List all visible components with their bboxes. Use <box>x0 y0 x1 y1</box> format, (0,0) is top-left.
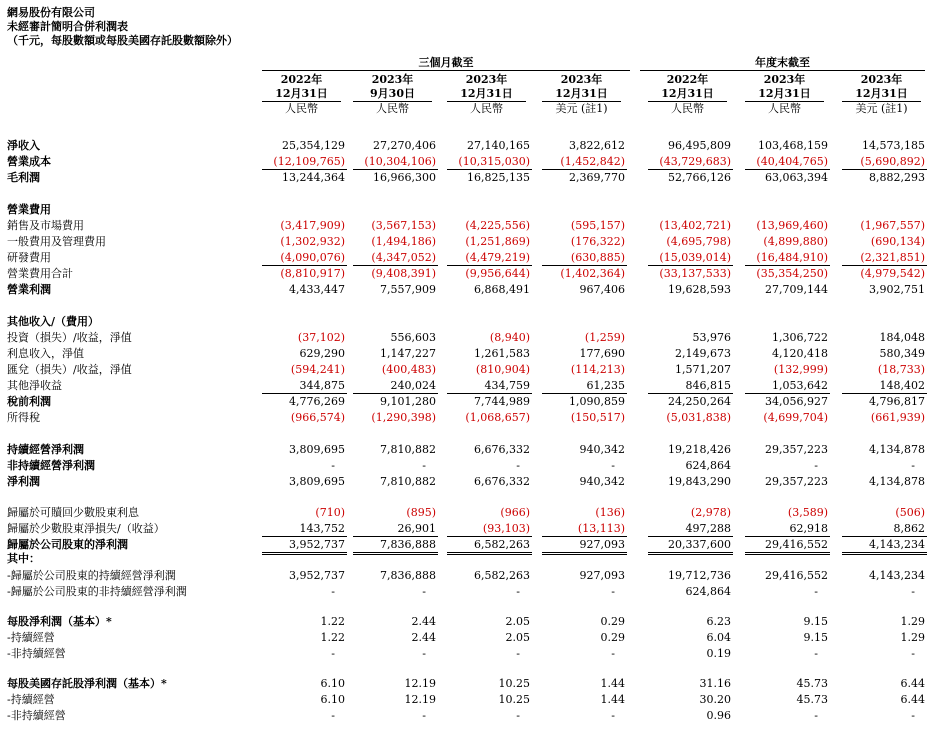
table-cell: 4,796,817 <box>869 395 925 408</box>
table-cell: (93,103) <box>482 522 530 535</box>
table-cell: (1,290,398) <box>371 411 436 424</box>
table-cell: 1.22 <box>320 631 345 644</box>
column-year: 2023年 <box>465 73 508 86</box>
table-cell: 3,902,751 <box>869 283 925 296</box>
table-cell: 10.25 <box>498 677 530 690</box>
table-cell: 29,357,223 <box>765 475 828 488</box>
table-cell: (4,479,219) <box>465 251 530 264</box>
table-row <box>0 346 952 361</box>
table-cell: 556,603 <box>390 331 436 344</box>
table-cell: (8,940) <box>489 331 530 344</box>
table-cell: 52,766,126 <box>668 171 731 184</box>
table-cell: (1,259) <box>584 331 625 344</box>
table-cell: (5,690,892) <box>860 155 925 168</box>
table-row <box>0 410 952 425</box>
table-cell: 1.44 <box>600 693 625 706</box>
table-cell: (4,899,880) <box>763 235 828 248</box>
column-currency: 人民幣 <box>285 102 318 115</box>
table-cell: (5,031,838) <box>666 411 731 424</box>
table-row <box>0 202 952 217</box>
table-cell: (176,322) <box>570 235 625 248</box>
row-label: 匯兌（損失）/收益，淨值 <box>7 363 132 376</box>
row-label: 歸屬於可贖回少數股東利息 <box>7 506 139 519</box>
table-cell: 927,093 <box>579 538 625 551</box>
table-row <box>0 330 952 345</box>
column-currency: 人民幣 <box>376 102 409 115</box>
table-cell: (400,483) <box>381 363 436 376</box>
table-cell: 177,690 <box>579 347 625 360</box>
table-row <box>0 568 952 583</box>
table-row <box>0 170 952 185</box>
table-cell: 0.29 <box>600 615 625 628</box>
column-header <box>737 73 832 116</box>
table-cell: (3,567,153) <box>371 219 436 232</box>
table-cell: 6,582,263 <box>474 569 530 582</box>
table-cell: - <box>911 709 915 722</box>
row-label: 利息收入，淨值 <box>7 347 84 360</box>
table-cell: (4,979,542) <box>860 267 925 280</box>
table-cell: 34,056,927 <box>765 395 828 408</box>
table-cell: (114,213) <box>570 363 625 376</box>
column-date: 12月31日 <box>447 87 526 102</box>
table-cell: - <box>422 709 426 722</box>
table-cell: (10,315,030) <box>458 155 530 168</box>
table-cell: 1.29 <box>900 631 925 644</box>
column-header <box>834 73 929 116</box>
table-cell: (3,417,909) <box>280 219 345 232</box>
table-cell: 580,349 <box>879 347 925 360</box>
table-cell: (595,157) <box>570 219 625 232</box>
table-cell: 7,836,888 <box>380 538 436 551</box>
row-label: 每股美國存託股淨利潤（基本）* <box>7 677 167 690</box>
table-cell: 6,676,332 <box>474 475 530 488</box>
row-label: 歸屬於公司股東的淨利潤 <box>7 538 128 551</box>
table-cell: 2.44 <box>411 615 436 628</box>
column-date: 12月31日 <box>745 87 824 102</box>
table-cell: - <box>516 709 520 722</box>
table-cell: 63,063,394 <box>765 171 828 184</box>
table-cell: (18,733) <box>877 363 925 376</box>
row-label: 其他收入/（費用） <box>7 315 100 328</box>
table-cell: (1,452,842) <box>560 155 625 168</box>
table-cell: (1,402,364) <box>560 267 625 280</box>
table-cell: (895) <box>406 506 436 519</box>
column-year: 2023年 <box>860 73 903 86</box>
table-cell: 1.29 <box>900 615 925 628</box>
table-row <box>0 314 952 329</box>
table-cell: - <box>814 709 818 722</box>
row-label: -非持續經營 <box>7 647 66 660</box>
row-label: 銷售及市場費用 <box>7 219 84 232</box>
table-row <box>0 614 952 629</box>
row-label: 淨利潤 <box>7 475 40 488</box>
table-cell: - <box>911 585 915 598</box>
column-currency: 人民幣 <box>470 102 503 115</box>
table-cell: 2,149,673 <box>675 347 731 360</box>
table-cell: 6,582,263 <box>474 538 530 551</box>
table-cell: 19,218,426 <box>668 443 731 456</box>
table-cell: 16,966,300 <box>373 171 436 184</box>
row-label: -持續經營 <box>7 631 55 644</box>
table-cell: 3,952,737 <box>289 538 345 551</box>
table-cell: (4,695,798) <box>666 235 731 248</box>
table-cell: 3,952,737 <box>289 569 345 582</box>
table-cell: 1.22 <box>320 615 345 628</box>
row-label: -歸屬於公司股東的非持續經營淨利潤 <box>7 585 187 598</box>
table-cell: 6.10 <box>320 693 345 706</box>
table-cell: 3,809,695 <box>289 475 345 488</box>
table-row <box>0 234 952 249</box>
column-date: 9月30日 <box>353 87 432 102</box>
row-label: -歸屬於公司股東的持續經營淨利潤 <box>7 569 176 582</box>
row-label: 稅前利潤 <box>7 395 51 408</box>
table-cell: (13,402,721) <box>659 219 731 232</box>
table-cell: (2,321,851) <box>860 251 925 264</box>
table-cell: 940,342 <box>579 475 625 488</box>
column-year: 2023年 <box>371 73 414 86</box>
group-three-months: 三個月截至 <box>262 56 630 71</box>
table-cell: 8,862 <box>893 522 925 535</box>
table-cell: 184,048 <box>879 331 925 344</box>
table-cell: (9,408,391) <box>371 267 436 280</box>
table-row <box>0 537 952 552</box>
table-cell: (13,969,460) <box>756 219 828 232</box>
table-cell: 143,752 <box>299 522 345 535</box>
table-cell: 29,416,552 <box>765 569 828 582</box>
table-cell: 967,406 <box>579 283 625 296</box>
table-cell: (35,354,250) <box>756 267 828 280</box>
table-cell: 19,712,736 <box>668 569 731 582</box>
row-label: -持續經營 <box>7 693 55 706</box>
table-cell: (4,347,052) <box>371 251 436 264</box>
table-row <box>0 458 952 473</box>
table-row <box>0 138 952 153</box>
table-row <box>0 692 952 707</box>
table-cell: 7,810,882 <box>380 443 436 456</box>
row-label: 所得稅 <box>7 411 40 424</box>
column-year: 2023年 <box>560 73 603 86</box>
table-cell: 10.25 <box>498 693 530 706</box>
table-cell: 45.73 <box>796 677 828 690</box>
table-cell: - <box>814 459 818 472</box>
column-currency: 美元 (註1) <box>855 102 908 115</box>
table-cell: 45.73 <box>796 693 828 706</box>
table-cell: (37,102) <box>297 331 345 344</box>
row-label: 淨收入 <box>7 139 40 152</box>
table-cell: (4,699,704) <box>763 411 828 424</box>
table-cell: (12,109,765) <box>273 155 345 168</box>
row-label: 一般費用及管理費用 <box>7 235 106 248</box>
table-row <box>0 551 952 566</box>
table-cell: 62,918 <box>789 522 828 535</box>
table-cell: 497,288 <box>685 522 731 535</box>
column-year: 2023年 <box>763 73 806 86</box>
table-cell: 4,433,447 <box>289 283 345 296</box>
table-cell: 9.15 <box>803 631 828 644</box>
table-cell: 1,090,859 <box>569 395 625 408</box>
table-cell: - <box>516 647 520 660</box>
table-row <box>0 154 952 169</box>
row-label: 其他淨收益 <box>7 379 62 392</box>
table-cell: 0.29 <box>600 631 625 644</box>
table-row <box>0 362 952 377</box>
table-cell: (630,885) <box>570 251 625 264</box>
table-cell: - <box>814 647 818 660</box>
table-cell: (2,978) <box>690 506 731 519</box>
table-row <box>0 378 952 393</box>
table-cell: 3,809,695 <box>289 443 345 456</box>
table-cell: 9.15 <box>803 615 828 628</box>
column-header <box>534 73 629 116</box>
unit-note: （千元，每股數額或每股美國存託股數額除外） <box>7 34 238 47</box>
table-row <box>0 394 952 409</box>
table-cell: - <box>331 647 335 660</box>
table-cell: - <box>611 585 615 598</box>
row-label: 每股淨利潤（基本）* <box>7 615 112 628</box>
table-row <box>0 646 952 661</box>
table-cell: 4,776,269 <box>289 395 345 408</box>
table-cell: 1,306,722 <box>772 331 828 344</box>
row-label: 營業費用 <box>7 203 51 216</box>
row-label: 投資（損失）/收益，淨值 <box>7 331 132 344</box>
table-cell: 103,468,159 <box>758 139 828 152</box>
table-cell: (136) <box>595 506 625 519</box>
table-cell: (4,090,076) <box>280 251 345 264</box>
table-cell: 3,822,612 <box>569 139 625 152</box>
table-row <box>0 250 952 265</box>
column-header <box>439 73 534 116</box>
statement-title: 未經審計簡明合併利潤表 <box>7 20 128 33</box>
table-cell: (661,939) <box>870 411 925 424</box>
table-cell: 20,337,600 <box>668 538 731 551</box>
table-row <box>0 676 952 691</box>
table-cell: - <box>331 709 335 722</box>
table-cell: (966) <box>500 506 530 519</box>
table-cell: 4,134,878 <box>869 475 925 488</box>
table-cell: - <box>814 585 818 598</box>
table-cell: 2.05 <box>505 615 530 628</box>
table-row <box>0 708 952 723</box>
table-cell: (506) <box>895 506 925 519</box>
table-cell: 1,053,642 <box>772 379 828 392</box>
table-cell: 0.19 <box>706 647 731 660</box>
row-label: 毛利潤 <box>7 171 40 184</box>
table-cell: (150,517) <box>570 411 625 424</box>
table-cell: 6.23 <box>706 615 731 628</box>
column-date: 12月31日 <box>648 87 727 102</box>
row-label: 其中： <box>7 552 40 565</box>
column-date: 12月31日 <box>262 87 341 102</box>
table-cell: 13,244,364 <box>282 171 345 184</box>
table-cell: 27,140,165 <box>467 139 530 152</box>
column-currency: 人民幣 <box>671 102 704 115</box>
table-cell: 30.20 <box>699 693 731 706</box>
table-row <box>0 266 952 281</box>
column-currency: 美元 (註1) <box>555 102 608 115</box>
table-cell: 629,290 <box>299 347 345 360</box>
table-cell: - <box>331 585 335 598</box>
table-row <box>0 282 952 297</box>
table-cell: (1,302,932) <box>280 235 345 248</box>
table-cell: (10,304,106) <box>364 155 436 168</box>
table-cell: - <box>516 585 520 598</box>
table-cell: 8,882,293 <box>869 171 925 184</box>
column-currency: 人民幣 <box>768 102 801 115</box>
table-cell: (8,810,917) <box>280 267 345 280</box>
table-cell: 4,134,878 <box>869 443 925 456</box>
table-row <box>0 505 952 520</box>
table-cell: 9,101,280 <box>380 395 436 408</box>
table-cell: 7,557,909 <box>380 283 436 296</box>
row-label: 研發費用 <box>7 251 51 264</box>
table-cell: (810,904) <box>475 363 530 376</box>
table-cell: 434,759 <box>484 379 530 392</box>
table-cell: 19,843,290 <box>668 475 731 488</box>
table-cell: 96,495,809 <box>668 139 731 152</box>
table-cell: 6.10 <box>320 677 345 690</box>
table-cell: 1,147,227 <box>380 347 436 360</box>
table-cell: 7,836,888 <box>380 569 436 582</box>
table-cell: 6,868,491 <box>474 283 530 296</box>
table-cell: 148,402 <box>879 379 925 392</box>
table-cell: (1,251,869) <box>465 235 530 248</box>
table-cell: - <box>516 459 520 472</box>
table-cell: 624,864 <box>685 585 731 598</box>
row-label: 非持續經營淨利潤 <box>7 459 95 472</box>
table-cell: 16,825,135 <box>467 171 530 184</box>
table-row <box>0 218 952 233</box>
table-cell: - <box>331 459 335 472</box>
table-cell: (1,494,186) <box>371 235 436 248</box>
table-cell: 6.44 <box>900 677 925 690</box>
table-cell: 27,270,406 <box>373 139 436 152</box>
column-date: 12月31日 <box>542 87 621 102</box>
table-cell: - <box>911 647 915 660</box>
table-cell: 1,571,207 <box>675 363 731 376</box>
table-cell: 0.96 <box>706 709 731 722</box>
table-cell: 7,744,989 <box>474 395 530 408</box>
table-cell: 29,357,223 <box>765 443 828 456</box>
table-cell: (1,967,557) <box>860 219 925 232</box>
table-cell: 344,875 <box>299 379 345 392</box>
row-label: 營業利潤 <box>7 283 51 296</box>
table-cell: 27,709,144 <box>765 283 828 296</box>
table-cell: - <box>422 459 426 472</box>
table-cell: (710) <box>315 506 345 519</box>
table-cell: (33,137,533) <box>659 267 731 280</box>
table-cell: 4,143,234 <box>869 538 925 551</box>
table-cell: 6.44 <box>900 693 925 706</box>
table-cell: - <box>422 585 426 598</box>
table-cell: 940,342 <box>579 443 625 456</box>
row-label: -非持續經營 <box>7 709 66 722</box>
row-label: 持續經營淨利潤 <box>7 443 84 456</box>
table-cell: 14,573,185 <box>862 139 925 152</box>
table-cell: 846,815 <box>685 379 731 392</box>
table-cell: 31.16 <box>699 677 731 690</box>
table-cell: 7,810,882 <box>380 475 436 488</box>
table-cell: 19,628,593 <box>668 283 731 296</box>
table-cell: - <box>611 709 615 722</box>
table-cell: (4,225,556) <box>465 219 530 232</box>
table-cell: (15,039,014) <box>659 251 731 264</box>
table-cell: 1,261,583 <box>474 347 530 360</box>
table-cell: - <box>611 647 615 660</box>
table-cell: 2.44 <box>411 631 436 644</box>
table-cell: 26,901 <box>397 522 436 535</box>
table-cell: 12.19 <box>404 693 436 706</box>
table-row <box>0 584 952 599</box>
table-cell: (966,574) <box>290 411 345 424</box>
table-cell: 240,024 <box>390 379 436 392</box>
table-cell: 12.19 <box>404 677 436 690</box>
table-row <box>0 474 952 489</box>
table-cell: (16,484,910) <box>756 251 828 264</box>
column-year: 2022年 <box>666 73 709 86</box>
column-header <box>345 73 440 116</box>
table-cell: 624,864 <box>685 459 731 472</box>
table-cell: 53,976 <box>692 331 731 344</box>
company-name: 網易股份有限公司 <box>7 6 95 19</box>
table-cell: - <box>911 459 915 472</box>
column-header <box>640 73 735 116</box>
table-cell: 2.05 <box>505 631 530 644</box>
table-cell: 61,235 <box>586 379 625 392</box>
table-cell: (43,729,683) <box>659 155 731 168</box>
table-cell: 927,093 <box>579 569 625 582</box>
table-cell: (1,068,657) <box>465 411 530 424</box>
table-cell: (594,241) <box>290 363 345 376</box>
column-header <box>254 73 349 116</box>
table-cell: 1.44 <box>600 677 625 690</box>
table-cell: (3,589) <box>787 506 828 519</box>
table-row <box>0 442 952 457</box>
table-cell: 4,120,418 <box>772 347 828 360</box>
table-cell: (690,134) <box>870 235 925 248</box>
column-year: 2022年 <box>280 73 323 86</box>
row-label: 營業費用合計 <box>7 267 73 280</box>
table-cell: (132,999) <box>773 363 828 376</box>
table-cell: 24,250,264 <box>668 395 731 408</box>
table-cell: 4,143,234 <box>869 569 925 582</box>
table-cell: 6.04 <box>706 631 731 644</box>
table-cell: - <box>422 647 426 660</box>
group-year-ended: 年度末截至 <box>640 56 925 71</box>
table-cell: - <box>611 459 615 472</box>
row-label: 營業成本 <box>7 155 51 168</box>
column-date: 12月31日 <box>842 87 921 102</box>
row-label: 歸屬於少數股東淨損失/（收益） <box>7 522 165 535</box>
table-row <box>0 630 952 645</box>
table-cell: 2,369,770 <box>569 171 625 184</box>
table-row <box>0 521 952 536</box>
table-cell: (40,404,765) <box>756 155 828 168</box>
table-cell: 29,416,552 <box>765 538 828 551</box>
table-cell: 25,354,129 <box>282 139 345 152</box>
table-cell: (13,113) <box>577 522 625 535</box>
table-cell: 6,676,332 <box>474 443 530 456</box>
table-cell: (9,956,644) <box>465 267 530 280</box>
